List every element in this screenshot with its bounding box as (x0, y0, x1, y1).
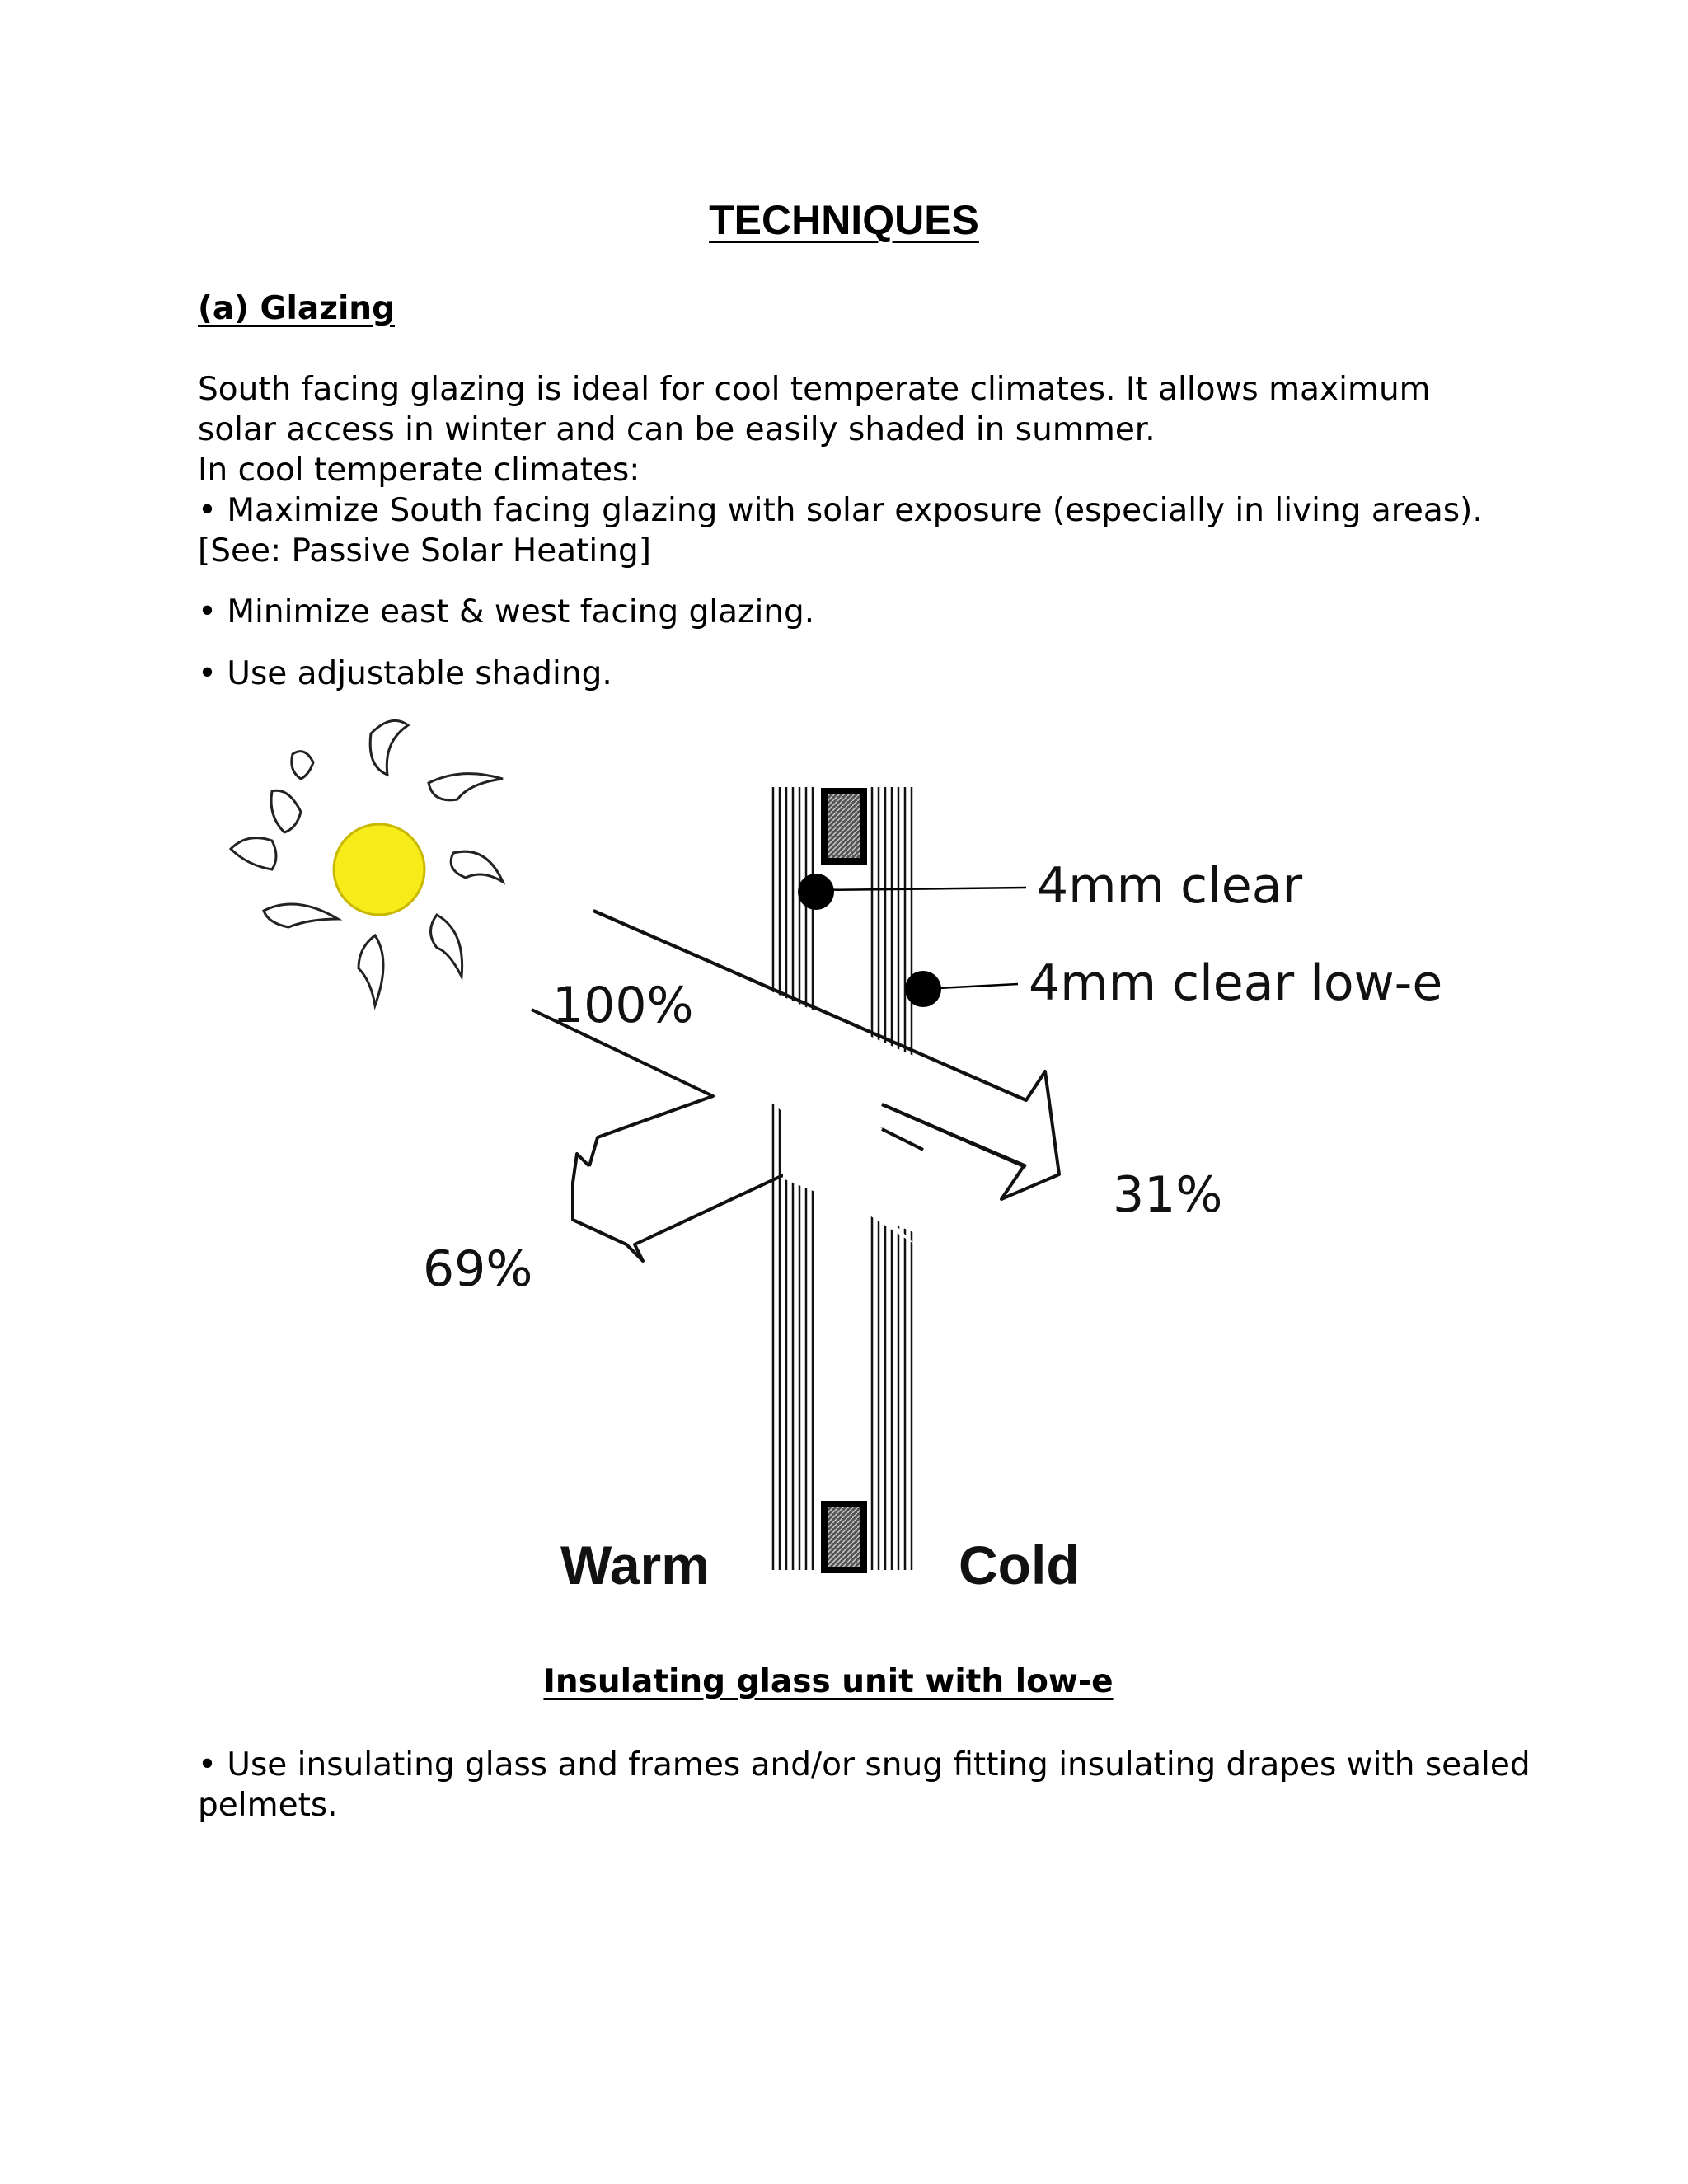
intro-line-1: South facing glazing is ideal for cool temperate climates. It allows maximum (198, 371, 1431, 408)
transmitted-arrow (532, 911, 1070, 1244)
label-incoming-percent: 100% (552, 977, 694, 1034)
section-heading-glazing: (a) Glazing (198, 290, 395, 327)
label-transmitted-percent: 31% (1113, 1166, 1223, 1224)
glazing-diagram (214, 717, 1517, 1607)
bullet-insulating-glass: • Use insulating glass and frames and/or snug fitting insulating drapes with sealed pelmets. (198, 1746, 1531, 1824)
top-spacer (824, 791, 864, 861)
inner-pane-leader (905, 971, 1018, 1007)
bullet-maximize-south-glazing: • Maximize South facing glazing with solar exposure (especially in living areas). [See: Passive Solar Heating] (198, 492, 1483, 569)
page-title: TECHNIQUES (709, 197, 979, 243)
label-4mm-clear-low-e: 4mm clear low-e (1029, 954, 1443, 1012)
diagram-caption: Insulating glass unit with low-e (543, 1663, 1114, 1700)
label-4mm-clear: 4mm clear (1037, 857, 1303, 915)
label-cold: Cold (959, 1535, 1080, 1596)
intro-line-2: solar access in winter and can be easily shaded in summer. (198, 411, 1156, 448)
bullet-minimize-east-west: • Minimize east & west facing glazing. (198, 593, 815, 630)
sun-icon (231, 720, 503, 1005)
bottom-spacer (824, 1504, 864, 1570)
label-reflected-percent: 69% (423, 1240, 533, 1298)
intro-line-3: In cool temperate climates: (198, 452, 640, 489)
bullet-adjustable-shading: • Use adjustable shading. (198, 655, 612, 692)
label-warm: Warm (560, 1535, 710, 1596)
intro-paragraph (198, 369, 1541, 571)
